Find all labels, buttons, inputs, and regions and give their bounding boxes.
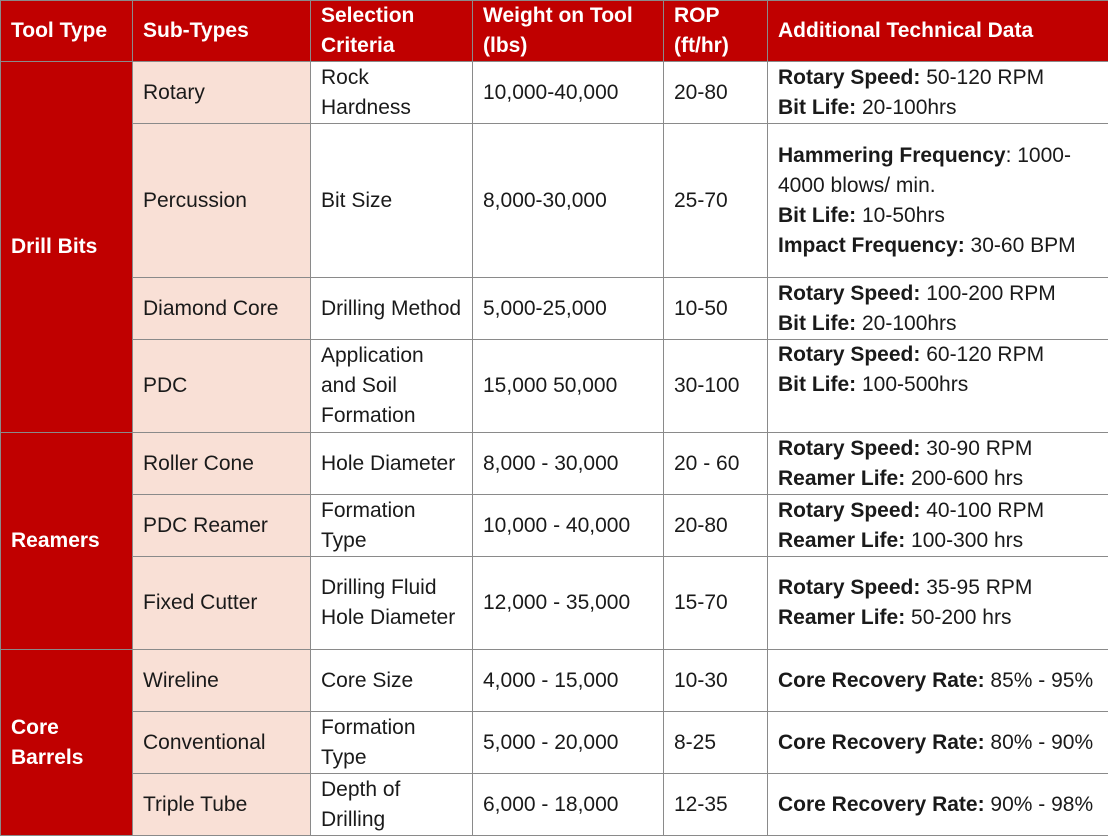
subtype-cell: Roller Cone	[133, 433, 311, 495]
tech-value: 90% - 98%	[985, 793, 1094, 816]
subtype-cell: Conventional	[133, 712, 311, 774]
tech-value: 30-60 BPM	[965, 234, 1076, 257]
header-additional-data: Additional Technical Data	[768, 1, 1108, 62]
tech-value: 50-120 RPM	[920, 66, 1044, 89]
tech-value: 80% - 90%	[985, 731, 1094, 754]
table-row	[1, 340, 1108, 433]
weight-cell: 5,000-25,000	[473, 278, 664, 340]
tech-label: Core Recovery Rate:	[778, 669, 985, 692]
rop-cell: 30-100	[664, 340, 768, 433]
subtype-cell: Triple Tube	[133, 774, 311, 836]
subtype-cell: Percussion	[133, 124, 311, 278]
weight-cell: 12,000 - 35,000	[473, 557, 664, 650]
rop-cell: 10-50	[664, 278, 768, 340]
tech-data-cell	[768, 495, 1108, 557]
tech-data-cell	[768, 278, 1108, 340]
criteria-cell: Application and Soil Formation	[311, 340, 473, 433]
weight-cell: 5,000 - 20,000	[473, 712, 664, 774]
tech-label: Rotary Speed:	[778, 282, 920, 305]
tech-value: 100-500hrs	[856, 373, 968, 396]
table-row	[1, 124, 1108, 278]
tech-data-cell	[768, 774, 1108, 836]
header-selection-criteria: Selection Criteria	[311, 1, 473, 62]
weight-cell: 10,000-40,000	[473, 62, 664, 124]
rop-cell: 15-70	[664, 557, 768, 650]
tech-value: 50-200 hrs	[905, 606, 1011, 629]
tech-label: Bit Life:	[778, 373, 856, 396]
tech-data-cell	[768, 433, 1108, 495]
tech-value: 200-600 hrs	[905, 467, 1023, 490]
tech-value: 85% - 95%	[985, 669, 1094, 692]
weight-cell: 6,000 - 18,000	[473, 774, 664, 836]
tech-value: 20-100hrs	[856, 96, 956, 119]
tech-label: Reamer Life:	[778, 467, 905, 490]
weight-cell: 8,000 - 30,000	[473, 433, 664, 495]
tool-type-cell: Reamers	[1, 433, 133, 650]
tech-value: 60-120 RPM	[920, 343, 1044, 366]
tech-data-cell	[768, 650, 1108, 712]
criteria-cell: Depth of Drilling	[311, 774, 473, 836]
tech-value: : 1000-4000 blows/ min.	[778, 144, 1071, 197]
rop-cell: 20-80	[664, 495, 768, 557]
table-row	[1, 774, 1108, 836]
tech-value: 20-100hrs	[856, 312, 956, 335]
table-row	[1, 433, 1108, 495]
criteria-cell: Hole Diameter	[311, 433, 473, 495]
table-row	[1, 62, 1108, 124]
tech-label: Impact Frequency:	[778, 234, 965, 257]
tech-label: Rotary Speed:	[778, 66, 920, 89]
criteria-cell: Core Size	[311, 650, 473, 712]
table-row	[1, 712, 1108, 774]
subtype-cell: Fixed Cutter	[133, 557, 311, 650]
tech-label: Reamer Life:	[778, 529, 905, 552]
header-tool-type: Tool Type	[1, 1, 133, 62]
tech-label: Bit Life:	[778, 204, 856, 227]
tech-value: 40-100 RPM	[920, 499, 1044, 522]
rop-cell: 20-80	[664, 62, 768, 124]
tech-label: Bit Life:	[778, 312, 856, 335]
tool-type-cell: Drill Bits	[1, 62, 133, 433]
tech-data-cell	[768, 62, 1108, 124]
criteria-cell: Bit Size	[311, 124, 473, 278]
tech-data-cell	[768, 340, 1108, 433]
tech-value: 35-95 RPM	[920, 576, 1032, 599]
subtype-cell: PDC Reamer	[133, 495, 311, 557]
tech-label: Rotary Speed:	[778, 437, 920, 460]
rop-cell: 20 - 60	[664, 433, 768, 495]
rop-cell: 25-70	[664, 124, 768, 278]
table-row	[1, 495, 1108, 557]
criteria-cell: Drilling Fluid Hole Diameter	[311, 557, 473, 650]
weight-cell: 4,000 - 15,000	[473, 650, 664, 712]
subtype-cell: Wireline	[133, 650, 311, 712]
tech-label: Rotary Speed:	[778, 343, 920, 366]
criteria-cell: Drilling Method	[311, 278, 473, 340]
tech-label: Core Recovery Rate:	[778, 731, 985, 754]
table-row	[1, 650, 1108, 712]
subtype-cell: Rotary	[133, 62, 311, 124]
table-row	[1, 557, 1108, 650]
tech-value: 30-90 RPM	[920, 437, 1032, 460]
weight-cell: 10,000 - 40,000	[473, 495, 664, 557]
rop-cell: 12-35	[664, 774, 768, 836]
tech-label: Rotary Speed:	[778, 499, 920, 522]
criteria-cell: Formation Type	[311, 712, 473, 774]
weight-cell: 8,000-30,000	[473, 124, 664, 278]
rop-cell: 8-25	[664, 712, 768, 774]
subtype-cell: PDC	[133, 340, 311, 433]
tech-value: 10-50hrs	[856, 204, 945, 227]
tech-label: Bit Life:	[778, 96, 856, 119]
header-row	[1, 1, 1108, 62]
header-rop: ROP (ft/hr)	[664, 1, 768, 62]
tech-data-cell	[768, 712, 1108, 774]
weight-cell: 15,000 50,000	[473, 340, 664, 433]
tool-type-cell: Core Barrels	[1, 650, 133, 836]
tech-data-cell	[768, 124, 1108, 278]
criteria-cell: Rock Hardness	[311, 62, 473, 124]
rop-cell: 10-30	[664, 650, 768, 712]
tech-value: 100-300 hrs	[905, 529, 1023, 552]
header-sub-types: Sub-Types	[133, 1, 311, 62]
tech-label: Hammering Frequency	[778, 144, 1006, 167]
header-weight-on-tool: Weight on Tool (lbs)	[473, 1, 664, 62]
tech-label: Rotary Speed:	[778, 576, 920, 599]
tech-data-cell	[768, 557, 1108, 650]
tech-value: 100-200 RPM	[920, 282, 1055, 305]
tech-label: Core Recovery Rate:	[778, 793, 985, 816]
subtype-cell: Diamond Core	[133, 278, 311, 340]
tech-label: Reamer Life:	[778, 606, 905, 629]
table-row	[1, 278, 1108, 340]
criteria-cell: Formation Type	[311, 495, 473, 557]
